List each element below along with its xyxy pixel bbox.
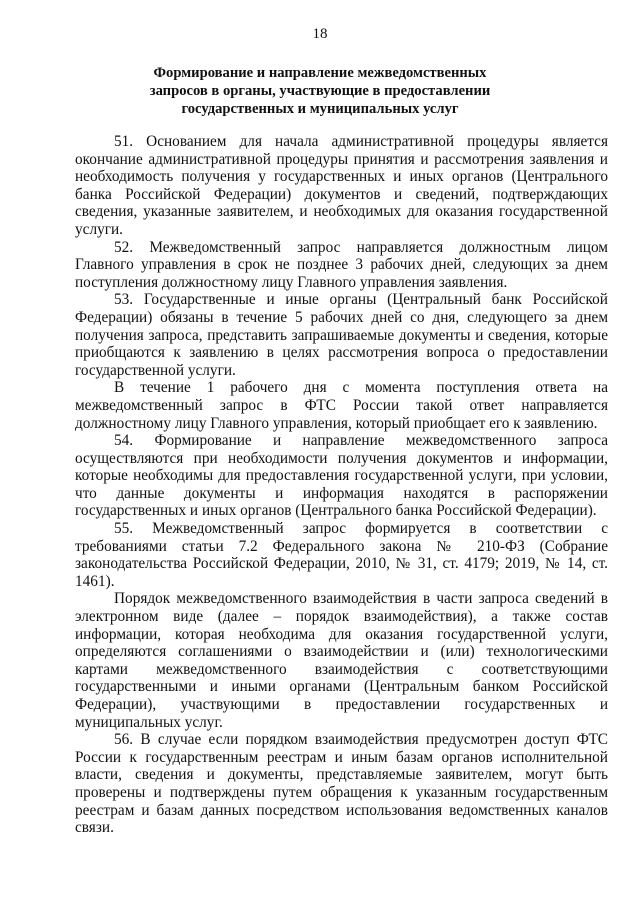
paragraph-53-continuation: В течение 1 рабочего дня с момента поступления ответа на межведомственный запрос в ФТС России такой ответ направляется должностному лицу Главного управления, который приобщает его к заявлению. bbox=[75, 379, 608, 432]
heading-line-1: Формирование и направление межведомственных bbox=[153, 65, 487, 81]
paragraph-51: 51. Основанием для начала административной процедуры является окончание административной процедуры принятия и рассмотрения заявления и необходимость получения у государственных и иных органов (Центрального банка Российской Федерации) документов и сведений, подтверждающих сведения, указанные заявителем, и необходимых для оказания государственной услуги. bbox=[75, 133, 608, 238]
body-text bbox=[75, 133, 608, 837]
section-heading bbox=[90, 64, 550, 118]
heading-line-3: государственных и муниципальных услуг bbox=[181, 101, 459, 117]
paragraph-55-continuation: Порядок межведомственного взаимодействия в части запроса сведений в электронном виде (далее – порядок взаимодействия), а также состав информации, которая необходима для оказания государственной услуги, определяются соглашениями о взаимодействии и (или) технологическими картами межведомственного взаимодействия с соответствующими государственными и иными органами (Центральным банком Российской Федерации), участвующими в предоставлении государственных и муниципальных услуг. bbox=[75, 590, 608, 731]
paragraph-52: 52. Межведомственный запрос направляется должностным лицом Главного управления в срок не позднее 3 рабочих дней, следующих за днем поступления должностному лицу Главного управления заявления. bbox=[75, 238, 608, 291]
heading-line-2: запросов в органы, участвующие в предоставлении bbox=[149, 83, 491, 99]
paragraph-54: 54. Формирование и направление межведомственного запроса осуществляются при необходимости получения документов и информации, которые необходимы для предоставления государственной услуги, при условии, что данные документы и информация находятся в распоряжении государственных и иных органов (Центрального банка Российской Федерации). bbox=[75, 432, 608, 520]
paragraph-56: 56. В случае если порядком взаимодействия предусмотрен доступ ФТС России к государственным реестрам и иным базам органов исполнительной власти, сведения и документы, представляемые заявителем, могут быть проверены и подтверждены путем обращения к указанным государственным реестрам и базам данных посредством использования ведомственных каналов связи. bbox=[75, 731, 608, 837]
paragraph-53: 53. Государственные и иные органы (Центральный банк Российской Федерации) обязаны в течение 5 рабочих дней со дня, следующего за днем получения запроса, представить запрашиваемые документы и сведения, которые приобщаются к заявлению в целях рассмотрения вопроса о предоставлении государственной услуги. bbox=[75, 291, 608, 379]
paragraph-55: 55. Межведомственный запрос формируется в соответствии с требованиями статьи 7.2 Федерального закона № 210-ФЗ (Собрание законодательства Российской Федерации, 2010, № 31, ст. 4179; 2019, № 14, ст. 1461). bbox=[75, 520, 608, 590]
page-number: 18 bbox=[312, 26, 328, 42]
